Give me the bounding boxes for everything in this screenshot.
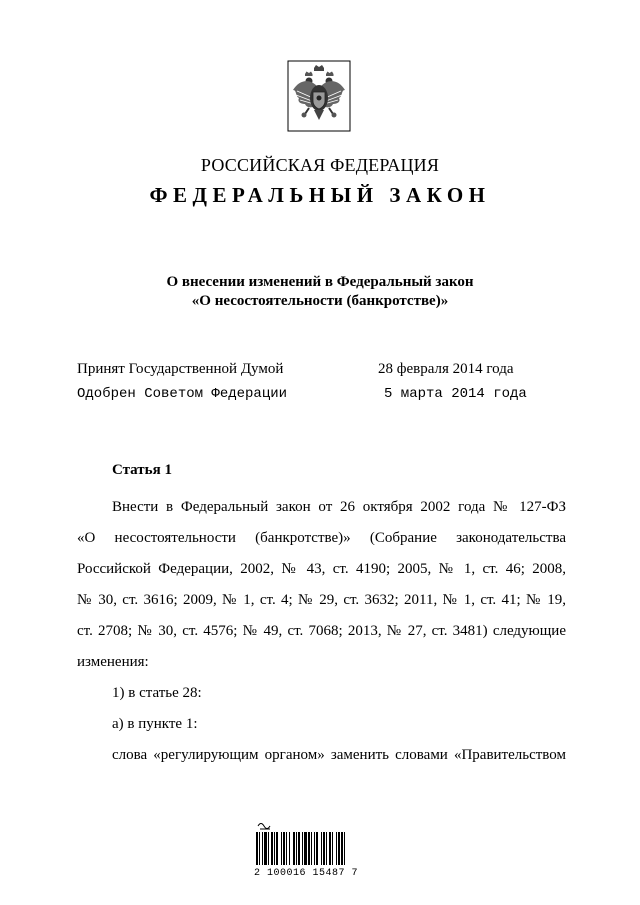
document-type: ФЕДЕРАЛЬНЫЙ ЗАКОН — [149, 183, 491, 207]
council-label: Одобрен Советом Федерации — [77, 386, 288, 402]
law-title-line-2: «О несостоятельности (банкротстве)» — [191, 293, 449, 309]
barcode-number: 2 100016 15487 7 — [254, 868, 359, 879]
text-line: изменения: — [77, 654, 149, 670]
barcode-image — [254, 820, 384, 866]
text-line: слова «регулирующим органом» заменить словами «Правительством — [112, 747, 566, 763]
text-line: «О несостоятельности (банкротстве)» (Собрание законодательства — [77, 530, 566, 546]
article-heading: Статья 1 — [112, 462, 172, 478]
country-name: РОССИЙСКАЯ ФЕДЕРАЦИЯ — [200, 155, 440, 175]
text-line: Внести в Федеральный закон от 26 октября 2002 года № 127-ФЗ — [112, 499, 566, 515]
text-line: ст. 2708; № 30, ст. 4576; № 49, ст. 7068; 2013, № 27, ст. 3481) следующие — [77, 623, 566, 639]
text-line: а) в пункте 1: — [112, 716, 198, 732]
duma-date: 28 февраля 2014 года — [378, 361, 514, 377]
article-body — [77, 492, 566, 771]
text-line: № 30, ст. 3616; 2009, № 1, ст. 4; № 29, ст. 3632; 2011, № 1, ст. 41; № 19, — [77, 592, 566, 608]
council-date: 5 марта 2014 года — [384, 386, 527, 402]
text-line: Российской Федерации, 2002, № 43, ст. 4190; 2005, № 1, ст. 46; 2008, — [77, 561, 566, 577]
barcode — [254, 820, 384, 879]
law-title-line-1: О внесении изменений в Федеральный закон — [166, 274, 474, 290]
law-title — [0, 273, 640, 311]
state-emblem — [287, 60, 351, 132]
duma-label: Принят Государственной Думой — [77, 361, 284, 377]
text-line: 1) в статье 28: — [112, 685, 202, 701]
